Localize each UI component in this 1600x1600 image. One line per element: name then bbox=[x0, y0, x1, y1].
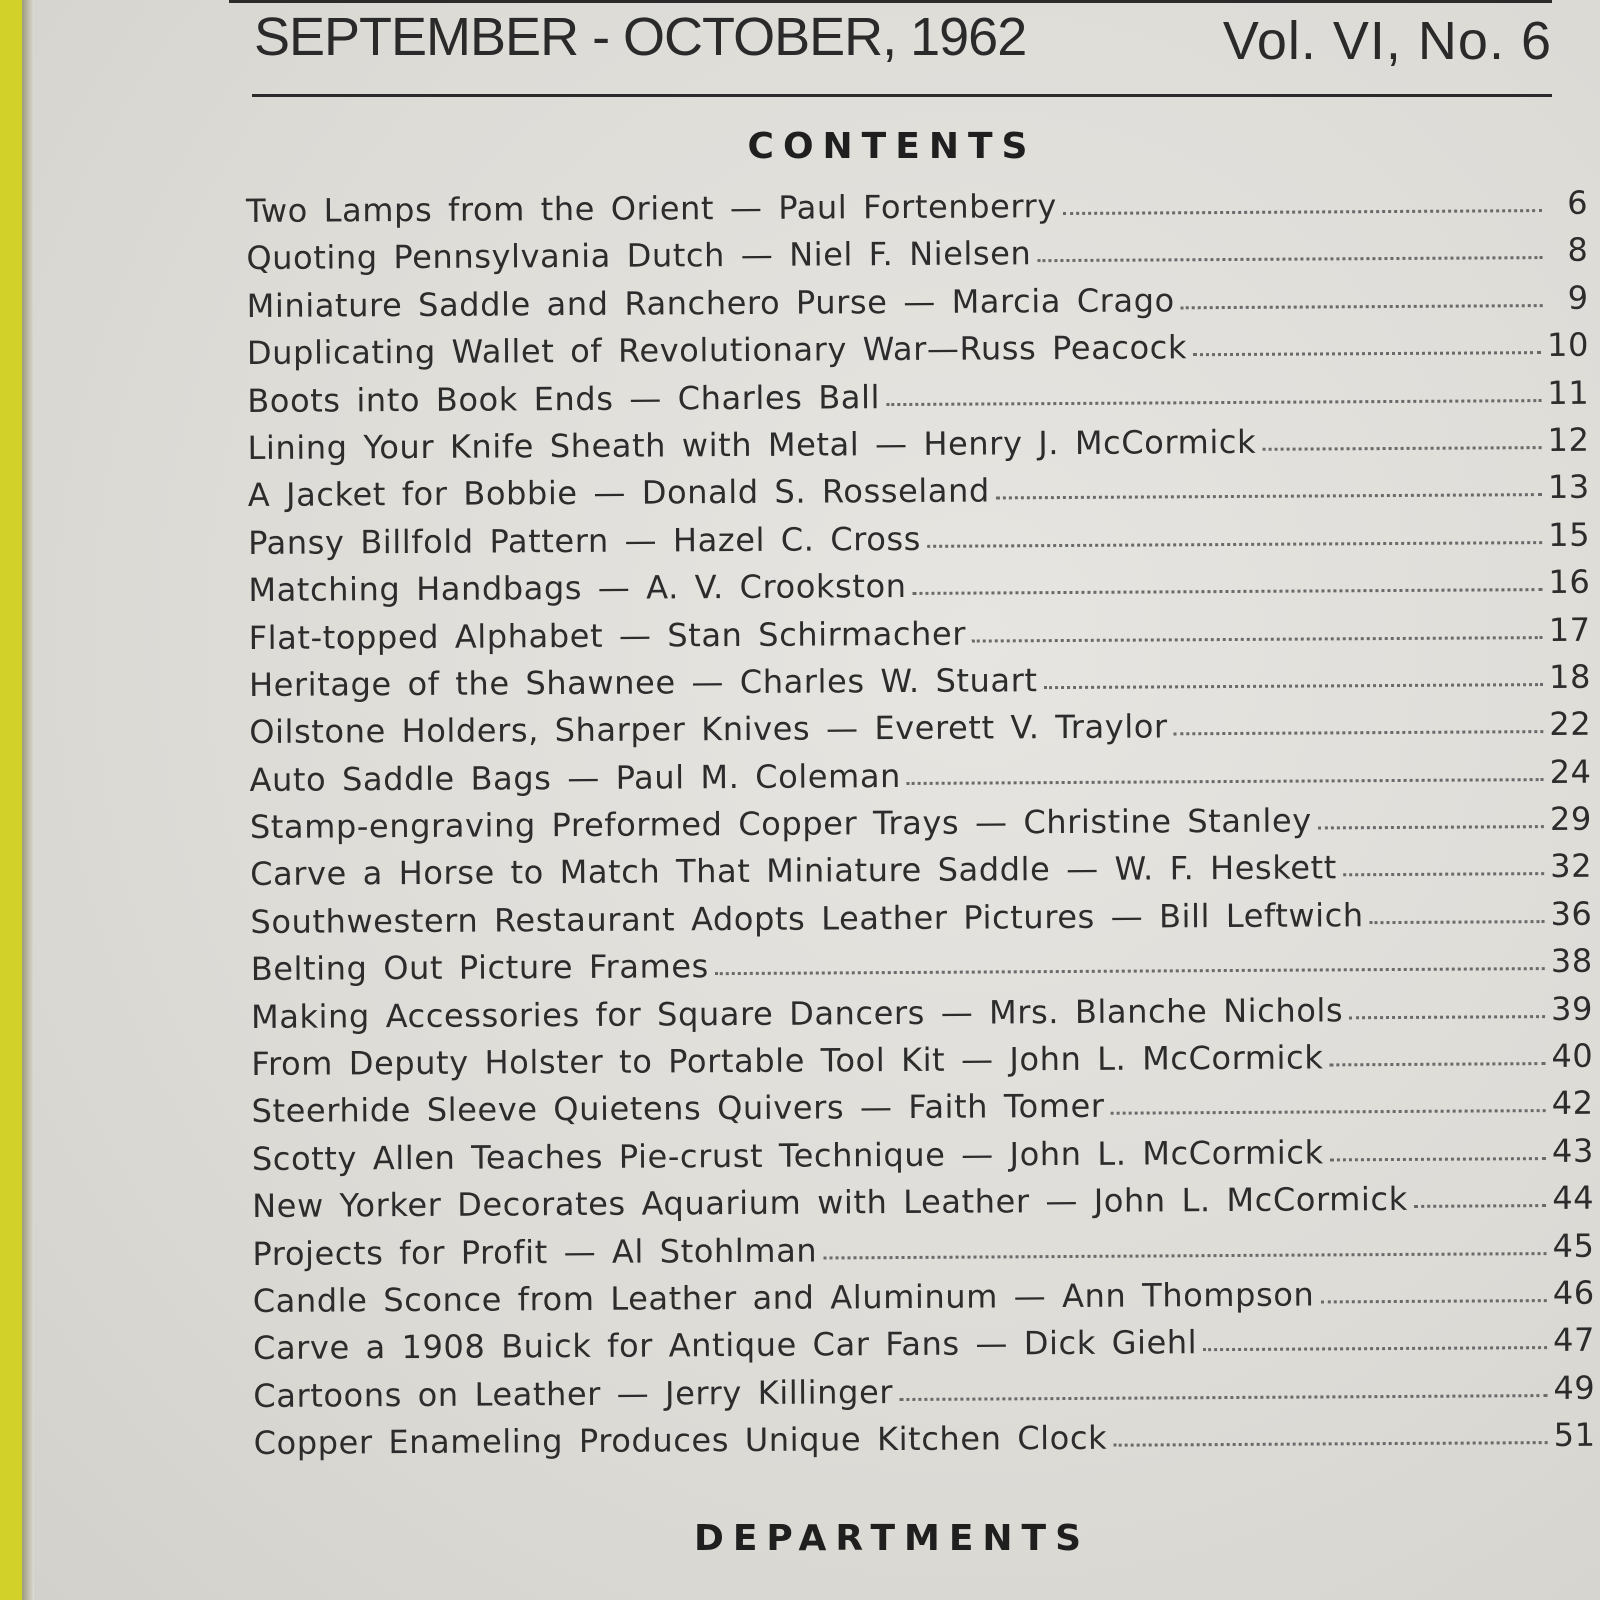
dot-leader bbox=[907, 778, 1544, 785]
toc-entry-page: 47 bbox=[1553, 1321, 1596, 1360]
dot-leader bbox=[1329, 1062, 1545, 1066]
toc-entry-title: Copper Enameling Produces Unique Kitchen Clock bbox=[253, 1418, 1108, 1463]
toc-entry-title: Boots into Book Ends — Charles Ball bbox=[247, 377, 881, 420]
toc-entry-page: 24 bbox=[1549, 752, 1592, 791]
toc-entry bbox=[248, 563, 1590, 619]
toc-entry-page: 8 bbox=[1567, 231, 1589, 270]
issue-volume: Vol. VI, No. 6 bbox=[1222, 11, 1552, 71]
dot-leader bbox=[1343, 873, 1544, 877]
dot-leader bbox=[1330, 1157, 1546, 1161]
dot-leader bbox=[1320, 1299, 1546, 1303]
toc-entry-title: A Jacket for Bobbie — Donald S. Rosseland bbox=[247, 471, 990, 515]
toc-entry bbox=[249, 752, 1591, 808]
toc-entry bbox=[247, 373, 1589, 429]
toc-entry bbox=[248, 516, 1590, 572]
toc-entry bbox=[252, 1179, 1594, 1235]
dot-leader bbox=[1414, 1204, 1546, 1208]
toc-entry-page: 18 bbox=[1548, 657, 1592, 696]
toc-entry-title: Oilstone Holders, Sharper Knives — Everett V. Traylor bbox=[249, 707, 1168, 752]
header-rule bbox=[252, 94, 1552, 97]
toc-entry-title: Carve a 1908 Buick for Antique Car Fans — Dick Giehl bbox=[252, 1323, 1198, 1368]
toc-entry-page: 6 bbox=[1567, 183, 1589, 222]
toc-entry-title: Lining Your Knife Sheath with Metal — Henry J. McCormick bbox=[247, 422, 1257, 467]
toc-entry bbox=[250, 847, 1592, 903]
toc-entry bbox=[247, 279, 1589, 335]
dot-leader bbox=[823, 1252, 1546, 1259]
toc-entry-page: 16 bbox=[1548, 562, 1591, 602]
toc-entry-page: 11 bbox=[1547, 373, 1590, 412]
toc-entry-page: 49 bbox=[1553, 1368, 1596, 1407]
dot-leader bbox=[886, 399, 1541, 406]
dot-leader bbox=[996, 493, 1542, 499]
toc-entry-title: Two Lamps from the Orient — Paul Fortenberry bbox=[246, 187, 1057, 230]
dot-leader bbox=[1181, 304, 1543, 309]
toc-entry-page: 39 bbox=[1550, 989, 1594, 1028]
toc-entry bbox=[252, 1132, 1594, 1188]
dot-leader bbox=[1111, 1109, 1546, 1115]
dot-leader bbox=[1370, 920, 1545, 924]
toc-entry-title: Matching Handbags — A. V. Crookston bbox=[248, 567, 907, 610]
toc-entry bbox=[253, 1369, 1595, 1425]
toc-entry-page: 46 bbox=[1552, 1273, 1595, 1313]
magazine-page bbox=[34, 0, 1600, 1600]
toc-entry bbox=[249, 610, 1591, 666]
dot-leader bbox=[899, 1394, 1547, 1401]
table-of-contents bbox=[246, 184, 1596, 1472]
toc-entry bbox=[251, 942, 1593, 998]
dot-leader bbox=[1037, 256, 1542, 262]
toc-entry-title: Steerhide Sleeve Quietens Quivers — Faith Tomer bbox=[251, 1087, 1105, 1131]
toc-entry bbox=[251, 1037, 1593, 1093]
toc-entry-title: Belting Out Picture Frames bbox=[250, 947, 709, 989]
dot-leader bbox=[1318, 825, 1544, 829]
toc-entry bbox=[252, 1226, 1594, 1282]
toc-entry-page: 17 bbox=[1548, 610, 1591, 649]
toc-entry-page: 44 bbox=[1552, 1178, 1595, 1218]
top-rule bbox=[229, 0, 1552, 3]
dot-leader bbox=[972, 636, 1543, 642]
toc-entry-page: 45 bbox=[1552, 1226, 1595, 1265]
toc-entry-title: Heritage of the Shawnee — Charles W. Stuart bbox=[248, 661, 1038, 704]
toc-entry-title: Scotty Allen Teaches Pie-crust Technique — John L. McCormick bbox=[251, 1133, 1324, 1178]
toc-entry-title: New Yorker Decorates Aquarium with Leather — John L. McCormick bbox=[252, 1180, 1408, 1226]
toc-entry-title: Southwestern Restaurant Adopts Leather Pictures — Bill Leftwich bbox=[250, 896, 1364, 941]
toc-entry-page: 32 bbox=[1550, 847, 1593, 886]
toc-entry bbox=[247, 421, 1589, 477]
dot-leader bbox=[1044, 683, 1543, 689]
toc-entry bbox=[252, 1084, 1594, 1140]
dot-leader bbox=[1063, 209, 1542, 215]
departments-heading: DEPARTMENTS bbox=[693, 1518, 1091, 1559]
dot-leader bbox=[1349, 1015, 1545, 1019]
toc-entry-page: 15 bbox=[1548, 515, 1591, 554]
toc-entry-title: Duplicating Wallet of Revolutionary War—Russ Peacock bbox=[246, 328, 1188, 373]
toc-entry bbox=[249, 658, 1591, 714]
toc-entry-page: 42 bbox=[1551, 1084, 1594, 1123]
dot-leader bbox=[1113, 1441, 1547, 1447]
toc-entry-title: Miniature Saddle and Ranchero Purse — Marcia Crago bbox=[246, 281, 1175, 325]
toc-entry bbox=[250, 895, 1592, 951]
toc-entry bbox=[246, 231, 1588, 287]
dot-leader bbox=[715, 967, 1545, 975]
toc-entry bbox=[253, 1321, 1595, 1377]
cover-edge bbox=[0, 0, 22, 1600]
dot-leader bbox=[1262, 446, 1541, 451]
contents-heading: CONTENTS bbox=[747, 126, 1037, 167]
toc-entry-title: Stamp-engraving Preformed Copper Trays — Christine Stanley bbox=[249, 801, 1312, 847]
toc-entry-title: Candle Sconce from Leather and Aluminum — Ann Thompson bbox=[252, 1275, 1315, 1320]
toc-entry-title: From Deputy Holster to Portable Tool Kit — John L. McCormick bbox=[251, 1038, 1324, 1084]
toc-entry-page: 9 bbox=[1567, 278, 1589, 317]
toc-entry-page: 22 bbox=[1549, 705, 1592, 744]
toc-entry-title: Pansy Billfold Pattern — Hazel C. Cross bbox=[248, 519, 922, 562]
toc-entry-page: 29 bbox=[1549, 799, 1592, 839]
toc-entry-title: Carve a Horse to Match That Miniature Saddle — W. F. Heskett bbox=[250, 848, 1337, 894]
toc-entry-title: Quoting Pennsylvania Dutch — Niel F. Nielsen bbox=[246, 234, 1032, 278]
dot-leader bbox=[1174, 730, 1544, 735]
toc-entry-page: 40 bbox=[1551, 1036, 1594, 1076]
dot-leader bbox=[913, 588, 1543, 595]
toc-entry-title: Making Accessories for Square Dancers — Mrs. Blanche Nichols bbox=[250, 990, 1344, 1036]
issue-date: SEPTEMBER - OCTOBER, 1962 bbox=[254, 7, 1027, 67]
toc-entry bbox=[246, 184, 1588, 240]
toc-entry bbox=[247, 326, 1589, 382]
toc-entry-page: 51 bbox=[1553, 1415, 1596, 1455]
toc-entry bbox=[254, 1416, 1596, 1472]
toc-entry-title: Auto Saddle Bags — Paul M. Coleman bbox=[249, 756, 902, 799]
toc-entry bbox=[249, 705, 1591, 761]
toc-entry-title: Flat-topped Alphabet — Stan Schirmacher bbox=[248, 614, 967, 657]
toc-entry-page: 13 bbox=[1547, 468, 1590, 507]
toc-entry bbox=[250, 800, 1592, 856]
toc-entry-page: 43 bbox=[1551, 1131, 1594, 1170]
toc-entry-page: 38 bbox=[1550, 942, 1593, 981]
dot-leader bbox=[1193, 351, 1541, 356]
toc-entry bbox=[251, 989, 1593, 1045]
dot-leader bbox=[1203, 1346, 1547, 1351]
toc-entry bbox=[248, 468, 1590, 524]
toc-entry-title: Projects for Profit — Al Stohlman bbox=[252, 1231, 818, 1273]
toc-entry bbox=[253, 1274, 1595, 1330]
toc-entry-page: 12 bbox=[1547, 420, 1590, 460]
toc-entry-title: Cartoons on Leather — Jerry Killinger bbox=[253, 1372, 894, 1415]
gutter-shadow bbox=[22, 0, 34, 1600]
dot-leader bbox=[927, 541, 1542, 548]
toc-entry-page: 36 bbox=[1550, 894, 1593, 933]
toc-entry-page: 10 bbox=[1546, 325, 1590, 365]
